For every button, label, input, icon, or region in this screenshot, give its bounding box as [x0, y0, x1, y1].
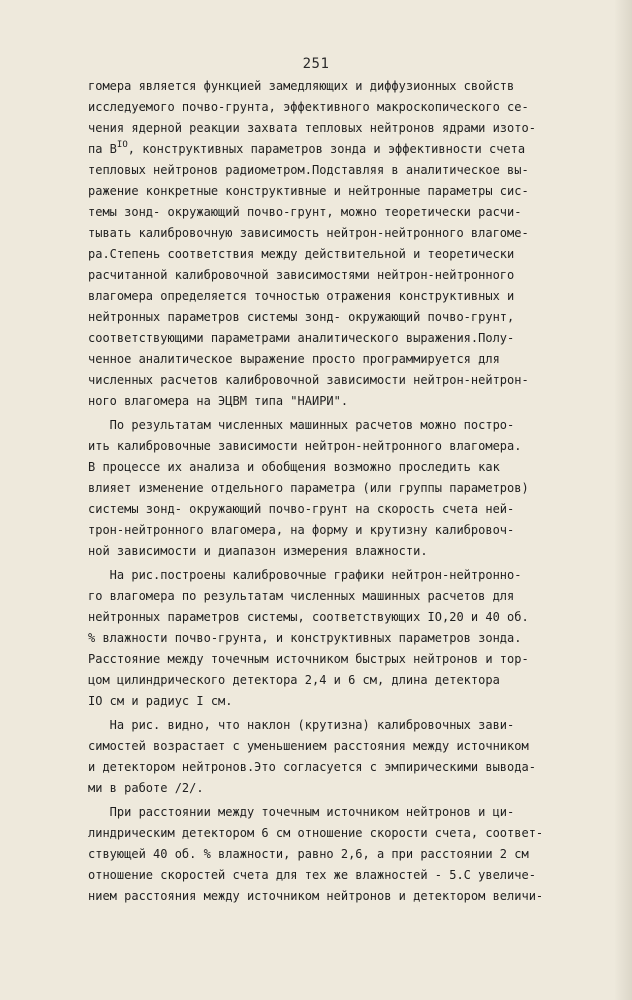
text-line: тывать калибровочную зависимость нейтрон-нейтронного влагоме-: [88, 226, 529, 240]
paragraph: [88, 565, 608, 712]
text-line: линдрическим детектором 6 см отношение скорости счета, соответ-: [88, 826, 544, 840]
text-line: гомера является функцией замедляющих и диффузионных свойств: [88, 79, 515, 93]
text-line: и детектором нейтронов.Это согласуется с эмпирическими вывода-: [88, 760, 536, 774]
page-edge-shadow: [614, 0, 632, 1000]
text-line: Расстояние между точечным источником быстрых нейтронов и тор-: [88, 652, 529, 666]
text-line: темы зонд- окружающий почво-грунт, можно теоретически расчи-: [88, 205, 522, 219]
text-line: нейтронных параметров системы, соответствующих IO,20 и 40 об.: [88, 610, 529, 624]
text-line: ра.Степень соответствия между действительной и теоретически: [88, 247, 515, 261]
text-line: ного влагомера на ЭЦВМ типа "НАИРИ".: [88, 394, 349, 408]
text-line: влияет изменение отдельного параметра (или группы параметров): [88, 481, 529, 495]
text-line: нием расстояния между источником нейтронов и детектором величи-: [88, 889, 544, 903]
text-line: соответствующими параметрами аналитического выражения.Полу-: [88, 331, 515, 345]
text-line: чения ядерной реакции захвата тепловых нейтронов ядрами изото-: [88, 121, 536, 135]
text-line: % влажности почво-грунта, и конструктивных параметров зонда.: [88, 631, 522, 645]
text-line: нейтронных параметров системы зонд- окружающий почво-грунт,: [88, 310, 515, 324]
text-line: отношение скоростей счета для тех же влажностей - 5.С увеличе-: [88, 868, 536, 882]
paragraph: [88, 415, 608, 562]
text-line: На рис. видно, что наклон (крутизна) калибровочных зави-: [88, 718, 515, 732]
text-line: [88, 139, 608, 160]
text-line: системы зонд- окружающий почво-грунт на скорость счета ней-: [88, 502, 515, 516]
text-segment: па B: [88, 142, 117, 156]
superscript: IO: [116, 140, 128, 150]
text-line: ить калибровочные зависимости нейтрон-нейтронного влагомера.: [88, 439, 522, 453]
text-line: симостей возрастает с уменьшением расстояния между источником: [88, 739, 529, 753]
text-line: ной зависимости и диапазон измерения влажности.: [88, 544, 428, 558]
text-line: трон-нейтронного влагомера, на форму и крутизну калибровоч-: [88, 523, 515, 537]
text-line: го влагомера по результатам численных машинных расчетов для: [88, 589, 515, 603]
text-line: При расстоянии между точечным источником нейтронов и ци-: [88, 805, 515, 819]
page-number: 251: [302, 56, 330, 72]
text-line: ствующей 40 об. % влажности, равно 2,6, а при расстоянии 2 см: [88, 847, 529, 861]
text-line: цом цилиндрического детектора 2,4 и 6 см, длина детектора: [88, 673, 500, 687]
text-line: По результатам численных машинных расчетов можно постро-: [88, 418, 515, 432]
document-body: [88, 76, 608, 907]
text-line: В процессе их анализа и обобщения возможно проследить как: [88, 460, 500, 474]
text-line: численных расчетов калибровочной зависимости нейтрон-нейтрон-: [88, 373, 529, 387]
text-line: ченное аналитическое выражение просто программируется для: [88, 352, 500, 366]
paragraph: [88, 715, 608, 799]
text-line: исследуемого почво-грунта, эффективного макроскопического се-: [88, 100, 529, 114]
text-line: IO см и радиус I см.: [88, 694, 233, 708]
text-line: ражение конкретные конструктивные и нейтронные параметры сис-: [88, 184, 529, 198]
text-line: ми в работе /2/.: [88, 781, 204, 795]
paragraph: [88, 76, 608, 412]
text-segment: , конструктивных параметров зонда и эффективности счета: [127, 142, 526, 156]
text-line: расчитанной калибровочной зависимостями нейтрон-нейтронного: [88, 268, 515, 282]
paragraph: [88, 802, 608, 907]
text-line: влагомера определяется точностью отражения конструктивных и: [88, 289, 515, 303]
text-line: На рис.построены калибровочные графики нейтрон-нейтронно-: [88, 568, 522, 582]
text-line: тепловых нейтронов радиометром.Подставляя в аналитическое вы-: [88, 163, 529, 177]
